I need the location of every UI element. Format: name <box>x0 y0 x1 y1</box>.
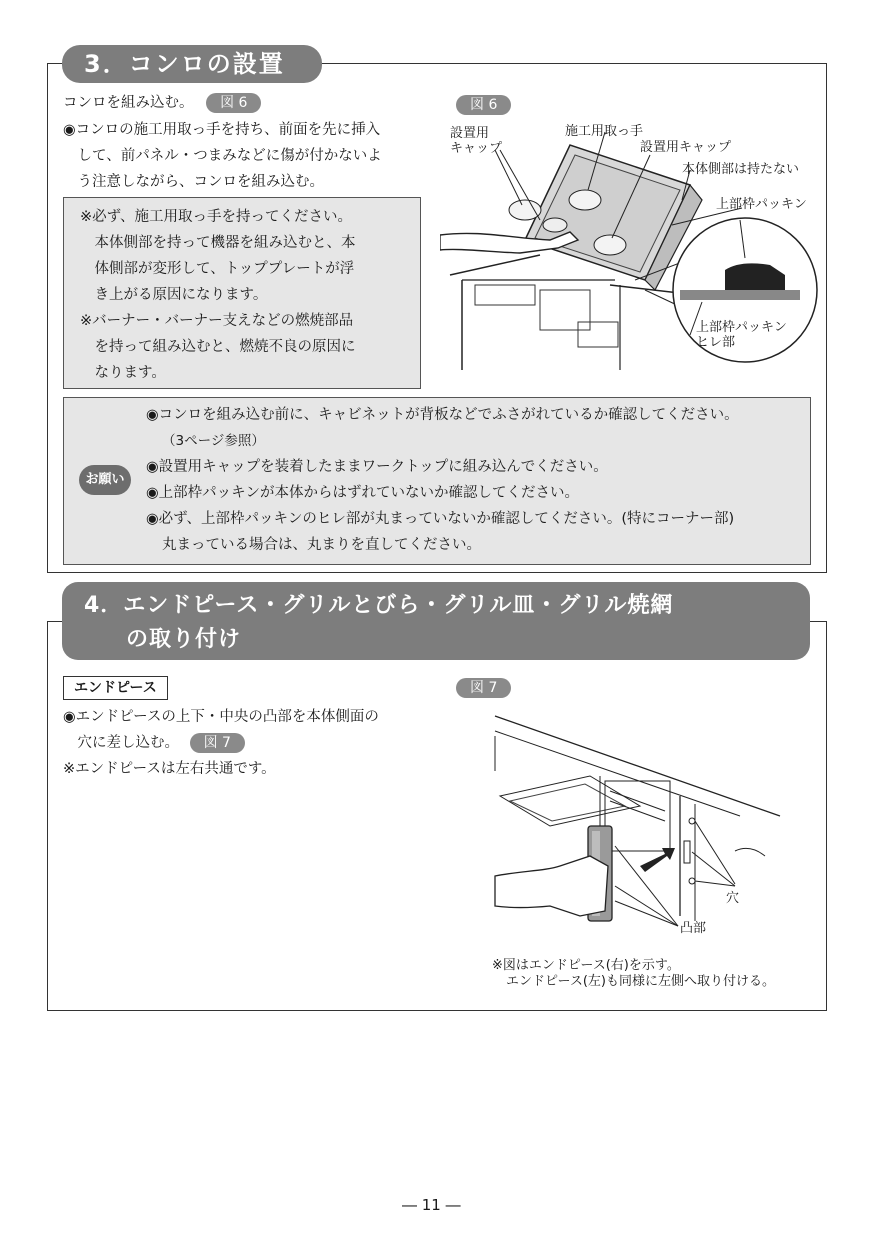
figure7-caption-1: ※図はエンドピース(右)を示す。 <box>492 958 680 973</box>
bullet-line: ◉コンロの施工用取っ手を持ち、前面を先に挿入 <box>63 122 381 138</box>
section4-line: 穴に差し込む。 図 7 <box>63 730 463 756</box>
figure7-caption-2: エンドピース(左)も同様に左側へ取り付ける。 <box>506 974 775 989</box>
label-handle: 施工用取っ手 <box>565 124 644 139</box>
section4-title <box>62 582 810 660</box>
request-list <box>146 402 806 558</box>
figure7 <box>440 676 825 1001</box>
request-line: ◉コンロを組み込む前に、キャビネットが背板などでふさがれているか確認してください。 <box>146 407 739 423</box>
section4-line: ◉エンドピースの上下・中央の凸部を本体側面の <box>63 709 379 725</box>
label-packing: 上部枠パッキン <box>716 197 807 212</box>
label-cap-right: 設置用キャップ <box>640 140 732 155</box>
note-line: き上がる原因になります。 <box>80 287 268 303</box>
label-cap-left: 設置用 キャップ <box>450 126 503 156</box>
subheading-endpiece: エンドピース <box>63 676 168 700</box>
note-line: 体側部が変形して、トッププレートが浮 <box>80 261 355 277</box>
note-line: ※バーナー・バーナー支えなどの燃焼部品 <box>80 313 354 329</box>
label-boss: 凸部 <box>680 921 707 936</box>
fig6-badge: 図 6 <box>456 95 511 115</box>
section3-title: 3．コンロの設置 <box>62 45 322 83</box>
request-badge: お願い <box>79 465 131 495</box>
bullet-line: う注意しながら、コンロを組み込む。 <box>63 174 324 190</box>
label-fin: 上部枠パッキン ヒレ部 <box>696 320 787 350</box>
fig7-badge: 図 7 <box>456 678 511 698</box>
note-line: 本体側部を持って機器を組み込むと、本 <box>80 235 356 251</box>
section4-title-line2: の取り付け <box>126 627 242 652</box>
note-line: なります。 <box>80 365 166 381</box>
section3-bullet <box>63 117 443 195</box>
request-line: ◉必ず、上部枠パッキンのヒレ部が丸まっていないか確認してください。(特にコーナー部) <box>146 511 735 527</box>
label-side: 本体側部は持たない <box>682 162 800 177</box>
section3-intro <box>63 90 261 116</box>
endpiece-installation-illustration <box>440 676 825 946</box>
intro-text: コンロを組み込む。 <box>63 95 194 111</box>
bullet-line: して、前パネル・つまみなどに傷が付かないよ <box>63 148 382 164</box>
page-number: ― 11 ― <box>402 1196 461 1214</box>
label-hole: 穴 <box>726 891 740 906</box>
request-line: ◉上部枠パッキンが本体からはずれていないか確認してください。 <box>146 485 580 501</box>
warning-note-box <box>63 197 421 389</box>
note-line: ※必ず、施工用取っ手を持ってください。 <box>80 209 352 225</box>
figure6 <box>440 90 825 390</box>
section4-title-line1: 4．エンドピース・グリルとびら・グリル皿・グリル焼網 <box>84 593 674 618</box>
fig7-ref-badge: 図 7 <box>190 733 245 753</box>
request-line: 丸まっている場合は、丸まりを直してください。 <box>162 537 481 553</box>
fig6-ref-badge: 図 6 <box>206 93 261 113</box>
note-line: を持って組み込むと、燃焼不良の原因に <box>80 339 356 355</box>
section4-text <box>63 704 463 782</box>
request-line: （3ページ参照） <box>162 433 265 449</box>
section4-line: ※エンドピースは左右共通です。 <box>63 761 276 777</box>
request-line: ◉設置用キャップを装着したままワークトップに組み込んでください。 <box>146 459 608 475</box>
